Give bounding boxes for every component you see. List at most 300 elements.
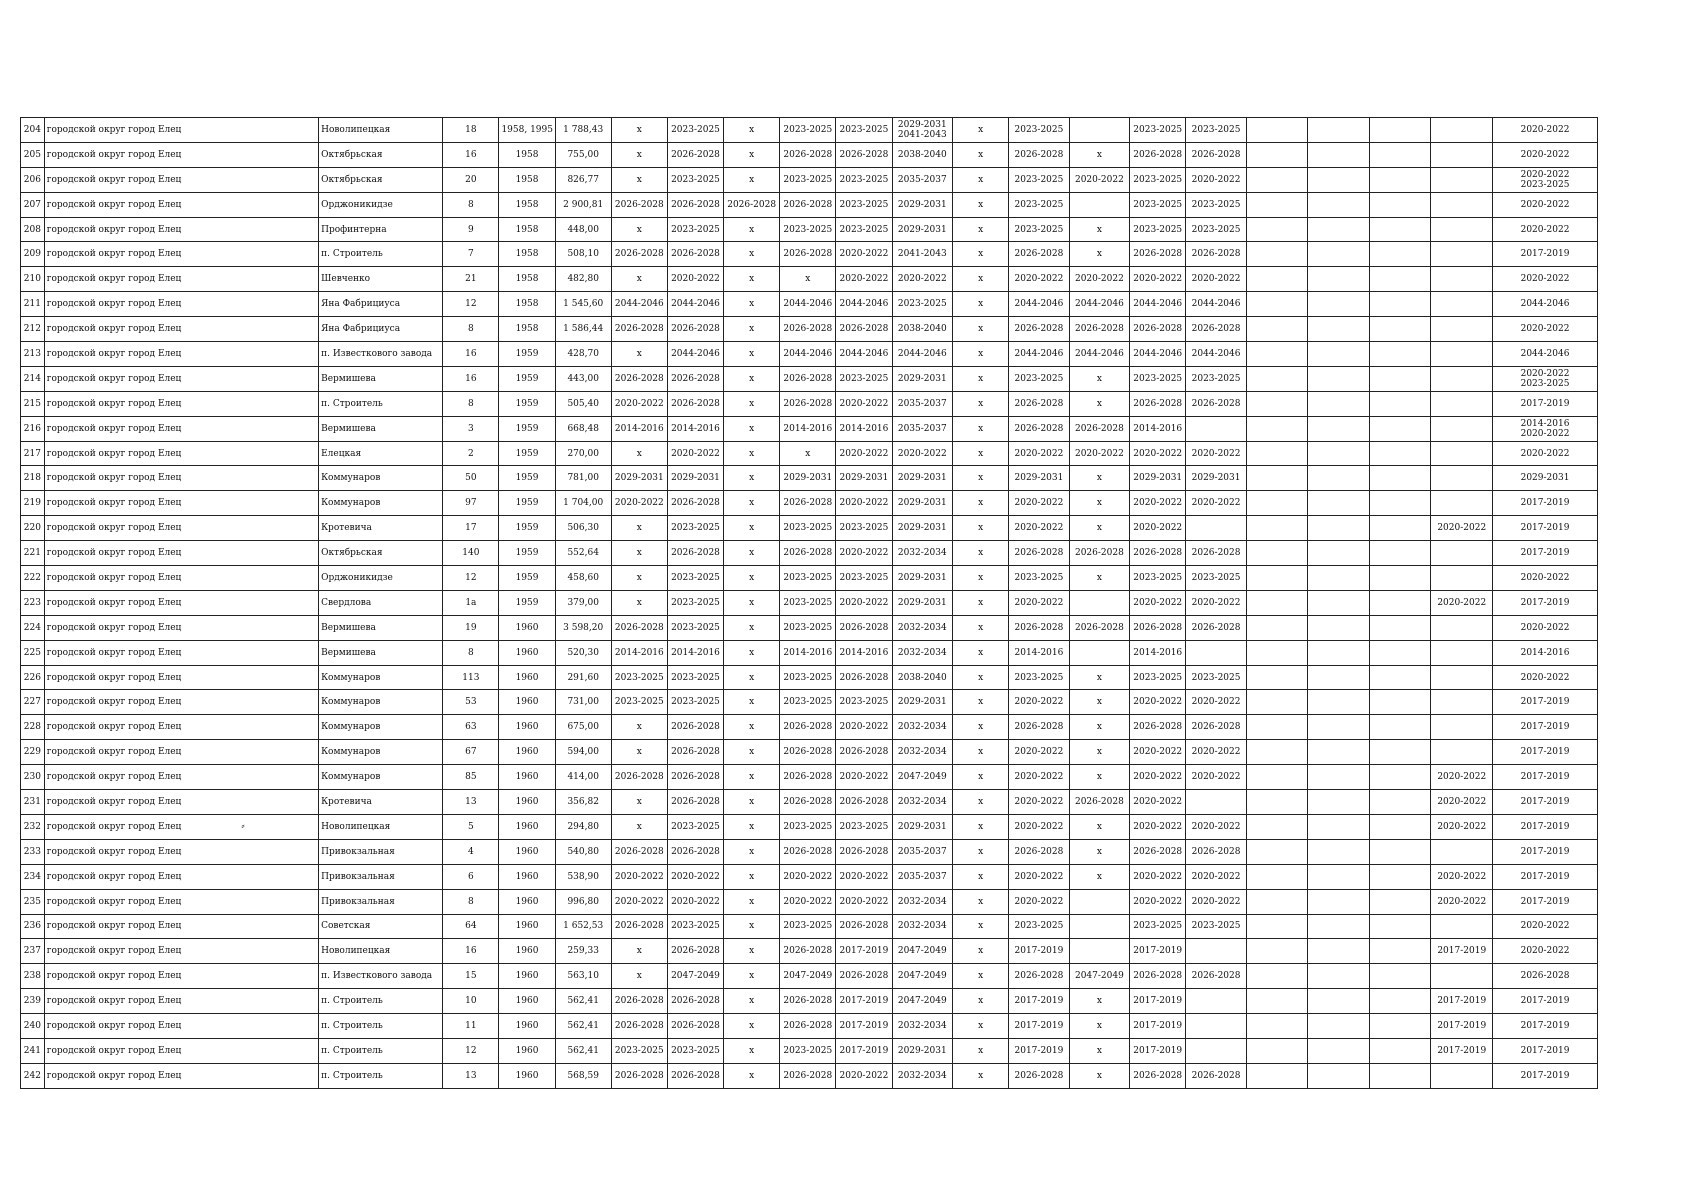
cell-work-15 [1431,267,1493,292]
cell-survey-period: 2020-2022 [1493,914,1598,939]
cell-work-4: 2026-2028 [780,765,836,790]
cell-work-12 [1246,939,1308,964]
cell-work-8: 2017-2019 [1009,939,1069,964]
cell-work-3: х [724,889,780,914]
cell-work-5: 2017-2019 [836,939,892,964]
cell-work-6: 2032-2034 [892,615,952,640]
cell-work-11 [1186,989,1246,1014]
cell-area: 505,40 [555,391,611,416]
cell-work-9: х [1069,715,1129,740]
cell-work-13 [1308,366,1370,391]
cell-work-14 [1369,416,1431,441]
cell-municipality: городской округ город Елец [44,516,318,541]
table-row [21,441,1598,466]
cell-work-5: 2026-2028 [836,317,892,342]
cell-build-year: 1958 [499,242,555,267]
cell-work-10: 2023-2025 [1130,914,1186,939]
cell-municipality: городской округ город Елец [44,590,318,615]
cell-work-12 [1246,541,1308,566]
cell-house-number: 16 [443,939,499,964]
cell-street: Новолипецкая [319,939,443,964]
cell-work-6: 2032-2034 [892,541,952,566]
cell-work-11 [1186,1014,1246,1039]
cell-work-11 [1186,1038,1246,1063]
cell-survey-period: 2029-2031 [1493,466,1598,491]
cell-work-4: 2023-2025 [780,615,836,640]
cell-work-11 [1186,640,1246,665]
cell-work-7: х [953,914,1009,939]
cell-survey-period: 2017-2019 [1493,516,1598,541]
cell-survey-period: 2017-2019 [1493,1063,1598,1088]
cell-street: Октябрьская [319,541,443,566]
cell-work-12 [1246,317,1308,342]
cell-survey-period: 2014-2016 2020-2022 [1493,416,1598,441]
cell-work-7: х [953,1014,1009,1039]
cell-row-number: 239 [21,989,45,1014]
cell-work-2: 2044-2046 [667,292,723,317]
cell-work-14 [1369,864,1431,889]
cell-work-3: х [724,466,780,491]
cell-work-7: х [953,416,1009,441]
cell-house-number: 12 [443,1038,499,1063]
cell-work-15 [1431,391,1493,416]
cell-work-10: 2026-2028 [1130,1063,1186,1088]
cell-work-14 [1369,466,1431,491]
cell-survey-period: 2020-2022 [1493,142,1598,167]
cell-work-5: 2026-2028 [836,142,892,167]
cell-survey-period: 2020-2022 2023-2025 [1493,167,1598,192]
cell-work-14 [1369,118,1431,143]
cell-work-13 [1308,839,1370,864]
table-row [21,1038,1598,1063]
cell-work-8: 2020-2022 [1009,491,1069,516]
cell-work-15 [1431,118,1493,143]
cell-survey-period: 2017-2019 [1493,740,1598,765]
cell-house-number: 140 [443,541,499,566]
cell-survey-period: 2017-2019 [1493,1014,1598,1039]
cell-work-3: х [724,790,780,815]
cell-work-9: х [1069,566,1129,591]
cell-build-year: 1959 [499,491,555,516]
cell-work-15 [1431,491,1493,516]
cell-work-10: 2026-2028 [1130,541,1186,566]
cell-work-9: 2044-2046 [1069,292,1129,317]
cell-area: 562,41 [555,1038,611,1063]
cell-build-year: 1958 [499,192,555,217]
cell-work-11: 2020-2022 [1186,491,1246,516]
cell-survey-period: 2020-2022 [1493,118,1598,143]
cell-work-6: 2032-2034 [892,640,952,665]
cell-municipality: городской округ город Елец [44,665,318,690]
cell-work-6: 2032-2034 [892,889,952,914]
cell-work-14 [1369,167,1431,192]
cell-work-7: х [953,715,1009,740]
cell-work-9: 2026-2028 [1069,615,1129,640]
cell-survey-period: 2017-2019 [1493,814,1598,839]
cell-work-10: 2020-2022 [1130,516,1186,541]
cell-survey-period: 2020-2022 [1493,317,1598,342]
cell-work-14 [1369,1014,1431,1039]
cell-work-3: х [724,566,780,591]
cell-house-number: 19 [443,615,499,640]
cell-municipality: городской округ город Елец [44,491,318,516]
cell-work-14 [1369,1038,1431,1063]
cell-work-14 [1369,615,1431,640]
cell-work-9: х [1069,391,1129,416]
cell-work-13 [1308,142,1370,167]
cell-area: 826,77 [555,167,611,192]
cell-work-8: 2020-2022 [1009,790,1069,815]
cell-work-10: 2020-2022 [1130,690,1186,715]
cell-street: п. Строитель [319,1038,443,1063]
cell-area: 1 586,44 [555,317,611,342]
cell-work-5: 2020-2022 [836,889,892,914]
cell-municipality: городской округ город Елец [44,217,318,242]
cell-work-15 [1431,167,1493,192]
cell-work-14 [1369,715,1431,740]
cell-municipality: городской округ город Елец [44,740,318,765]
cell-work-1: х [611,964,667,989]
cell-row-number: 231 [21,790,45,815]
cell-work-9 [1069,640,1129,665]
cell-work-2: 2023-2025 [667,615,723,640]
cell-area: 1 545,60 [555,292,611,317]
cell-work-5: 2020-2022 [836,590,892,615]
cell-work-2: 2026-2028 [667,989,723,1014]
cell-work-8: 2026-2028 [1009,715,1069,740]
cell-work-15: 2017-2019 [1431,939,1493,964]
cell-survey-period: 2020-2022 [1493,441,1598,466]
cell-work-3: х [724,441,780,466]
cell-work-3: х [724,765,780,790]
cell-work-1: 2014-2016 [611,640,667,665]
cell-work-6: 2047-2049 [892,939,952,964]
cell-work-15 [1431,366,1493,391]
cell-work-7: х [953,1063,1009,1088]
cell-build-year: 1960 [499,989,555,1014]
cell-work-4: 2014-2016 [780,416,836,441]
cell-street: Вермишева [319,615,443,640]
cell-work-6: 2029-2031 [892,516,952,541]
cell-work-9: х [1069,466,1129,491]
cell-work-1: 2026-2028 [611,1063,667,1088]
cell-work-2: 2020-2022 [667,441,723,466]
cell-street: Октябрьская [319,142,443,167]
cell-work-8: 2017-2019 [1009,1014,1069,1039]
cell-house-number: 18 [443,118,499,143]
cell-work-3: х [724,715,780,740]
cell-row-number: 204 [21,118,45,143]
cell-build-year: 1960 [499,939,555,964]
cell-work-5: 2026-2028 [836,615,892,640]
cell-work-9: 2026-2028 [1069,317,1129,342]
cell-build-year: 1959 [499,466,555,491]
table-row [21,167,1598,192]
cell-work-15: 2020-2022 [1431,765,1493,790]
cell-work-10: 2023-2025 [1130,566,1186,591]
cell-work-2: 2026-2028 [667,740,723,765]
cell-work-13 [1308,167,1370,192]
cell-work-15: 2020-2022 [1431,864,1493,889]
cell-work-3: х [724,640,780,665]
cell-work-10: 2044-2046 [1130,342,1186,367]
cell-survey-period: 2044-2046 [1493,292,1598,317]
cell-build-year: 1960 [499,964,555,989]
cell-work-15 [1431,839,1493,864]
cell-work-14 [1369,292,1431,317]
cell-municipality: городской округ город Елец [44,1038,318,1063]
cell-work-14 [1369,989,1431,1014]
cell-street: Новолипецкая [319,118,443,143]
cell-work-12 [1246,342,1308,367]
cell-street: Коммунаров [319,690,443,715]
table-row [21,989,1598,1014]
cell-survey-period: 2017-2019 [1493,790,1598,815]
cell-street: Кротевича [319,790,443,815]
cell-row-number: 222 [21,566,45,591]
cell-work-8: 2023-2025 [1009,118,1069,143]
cell-municipality: городской округ город Елец [44,391,318,416]
cell-work-13 [1308,914,1370,939]
cell-house-number: 20 [443,167,499,192]
table-row [21,765,1598,790]
cell-build-year: 1958 [499,292,555,317]
cell-work-5: 2020-2022 [836,491,892,516]
cell-survey-period: 2017-2019 [1493,765,1598,790]
cell-work-1: 2026-2028 [611,192,667,217]
cell-area: 562,41 [555,989,611,1014]
table-row [21,1014,1598,1039]
cell-work-7: х [953,814,1009,839]
cell-area: 508,10 [555,242,611,267]
cell-work-6: 2029-2031 [892,491,952,516]
cell-work-2: 2014-2016 [667,416,723,441]
cell-work-6: 2023-2025 [892,292,952,317]
cell-work-2: 2023-2025 [667,665,723,690]
cell-area: 259,33 [555,939,611,964]
cell-municipality: городской округ город Елец [44,416,318,441]
cell-work-7: х [953,342,1009,367]
cell-build-year: 1960 [499,740,555,765]
cell-work-1: х [611,167,667,192]
table-row [21,839,1598,864]
cell-work-4: 2026-2028 [780,790,836,815]
cell-build-year: 1960 [499,615,555,640]
cell-house-number: 85 [443,765,499,790]
cell-work-2: 2026-2028 [667,765,723,790]
cell-survey-period: 2020-2022 2023-2025 [1493,366,1598,391]
cell-work-8: 2026-2028 [1009,615,1069,640]
cell-build-year: 1960 [499,1038,555,1063]
table-row [21,366,1598,391]
cell-work-6: 2020-2022 [892,441,952,466]
cell-work-4: 2029-2031 [780,466,836,491]
cell-work-13 [1308,590,1370,615]
cell-work-3: х [724,217,780,242]
cell-municipality: городской округ город Елец [44,864,318,889]
cell-work-15 [1431,665,1493,690]
cell-work-8: 2023-2025 [1009,665,1069,690]
cell-work-7: х [953,690,1009,715]
cell-work-6: 2038-2040 [892,317,952,342]
cell-municipality: городской округ город Елец [44,1063,318,1088]
cell-house-number: 7 [443,242,499,267]
cell-work-9: х [1069,491,1129,516]
cell-row-number: 242 [21,1063,45,1088]
cell-work-12 [1246,391,1308,416]
cell-work-1: х [611,814,667,839]
cell-work-2: 2020-2022 [667,889,723,914]
cell-row-number: 208 [21,217,45,242]
cell-row-number: 217 [21,441,45,466]
cell-work-10: 2020-2022 [1130,267,1186,292]
cell-house-number: 8 [443,391,499,416]
cell-work-9 [1069,590,1129,615]
cell-work-1: 2026-2028 [611,242,667,267]
cell-work-3: х [724,118,780,143]
cell-work-5: 2023-2025 [836,366,892,391]
cell-work-7: х [953,889,1009,914]
cell-work-15: 2017-2019 [1431,1014,1493,1039]
cell-work-1: 2029-2031 [611,466,667,491]
cell-work-7: х [953,217,1009,242]
cell-work-1: 2026-2028 [611,366,667,391]
cell-area: 520,30 [555,640,611,665]
cell-survey-period: 2020-2022 [1493,665,1598,690]
cell-work-9 [1069,118,1129,143]
cell-work-7: х [953,391,1009,416]
cell-work-7: х [953,615,1009,640]
cell-area: 538,90 [555,864,611,889]
cell-work-10: 2014-2016 [1130,640,1186,665]
cell-work-1: х [611,516,667,541]
cell-area: 428,70 [555,342,611,367]
cell-municipality: городской округ город Елец [44,640,318,665]
cell-work-5: 2020-2022 [836,541,892,566]
cell-work-13 [1308,814,1370,839]
cell-work-5: 2017-2019 [836,1014,892,1039]
cell-work-9: х [1069,665,1129,690]
cell-work-15 [1431,566,1493,591]
cell-street: п. Строитель [319,989,443,1014]
cell-work-14 [1369,541,1431,566]
table-row [21,790,1598,815]
cell-work-13 [1308,939,1370,964]
cell-work-11: 2020-2022 [1186,765,1246,790]
cell-work-12 [1246,416,1308,441]
cell-work-7: х [953,441,1009,466]
cell-municipality: городской округ город Елец ⸗ [44,814,318,839]
cell-work-10: 2020-2022 [1130,590,1186,615]
cell-work-2: 2026-2028 [667,391,723,416]
cell-street: Советская [319,914,443,939]
cell-work-1: х [611,142,667,167]
cell-house-number: 8 [443,317,499,342]
table-row [21,740,1598,765]
cell-work-15 [1431,964,1493,989]
table-row [21,192,1598,217]
cell-work-2: 2026-2028 [667,1063,723,1088]
cell-work-3: х [724,740,780,765]
cell-work-4: 2023-2025 [780,590,836,615]
cell-work-11: 2023-2025 [1186,118,1246,143]
cell-work-5: 2023-2025 [836,192,892,217]
cell-work-8: 2029-2031 [1009,466,1069,491]
cell-work-6: 2035-2037 [892,864,952,889]
cell-work-12 [1246,1038,1308,1063]
cell-work-11: 2044-2046 [1186,292,1246,317]
cell-work-2: 2023-2025 [667,566,723,591]
cell-work-15: 2020-2022 [1431,889,1493,914]
cell-work-5: 2020-2022 [836,242,892,267]
cell-street: Свердлова [319,590,443,615]
cell-work-13 [1308,889,1370,914]
table-row [21,217,1598,242]
cell-work-13 [1308,441,1370,466]
cell-work-1: 2026-2028 [611,615,667,640]
cell-area: 294,80 [555,814,611,839]
cell-work-15 [1431,416,1493,441]
cell-survey-period: 2020-2022 [1493,615,1598,640]
cell-row-number: 214 [21,366,45,391]
cell-row-number: 233 [21,839,45,864]
cell-row-number: 230 [21,765,45,790]
cell-work-4: 2023-2025 [780,1038,836,1063]
cell-work-11: 2029-2031 [1186,466,1246,491]
cell-work-13 [1308,640,1370,665]
cell-work-1: х [611,715,667,740]
cell-work-15 [1431,342,1493,367]
cell-street: п. Строитель [319,1014,443,1039]
cell-work-9: х [1069,242,1129,267]
cell-work-9: 2020-2022 [1069,167,1129,192]
cell-row-number: 241 [21,1038,45,1063]
cell-work-10: 2020-2022 [1130,491,1186,516]
cell-work-9 [1069,939,1129,964]
cell-build-year: 1960 [499,914,555,939]
cell-work-10: 2026-2028 [1130,142,1186,167]
cell-work-9 [1069,192,1129,217]
cell-work-2: 2026-2028 [667,715,723,740]
cell-work-10: 2029-2031 [1130,466,1186,491]
cell-work-4: 2020-2022 [780,864,836,889]
cell-work-1: 2026-2028 [611,1014,667,1039]
cell-build-year: 1958 [499,167,555,192]
cell-work-11: 2026-2028 [1186,839,1246,864]
cell-work-4: 2023-2025 [780,118,836,143]
cell-area: 291,60 [555,665,611,690]
cell-work-3: х [724,267,780,292]
cell-work-4: 2026-2028 [780,541,836,566]
cell-work-12 [1246,864,1308,889]
cell-work-13 [1308,342,1370,367]
cell-work-11: 2026-2028 [1186,391,1246,416]
cell-work-4: 2026-2028 [780,192,836,217]
cell-work-3: х [724,541,780,566]
cell-work-2: 2020-2022 [667,864,723,889]
cell-house-number: 1а [443,590,499,615]
cell-work-8: 2020-2022 [1009,814,1069,839]
cell-work-7: х [953,192,1009,217]
cell-work-6: 2029-2031 [892,192,952,217]
cell-municipality: городской округ город Елец [44,242,318,267]
cell-work-14 [1369,640,1431,665]
cell-house-number: 3 [443,416,499,441]
cell-work-8: 2023-2025 [1009,192,1069,217]
cell-work-4: 2044-2046 [780,292,836,317]
cell-municipality: городской округ город Елец [44,441,318,466]
cell-build-year: 1960 [499,665,555,690]
